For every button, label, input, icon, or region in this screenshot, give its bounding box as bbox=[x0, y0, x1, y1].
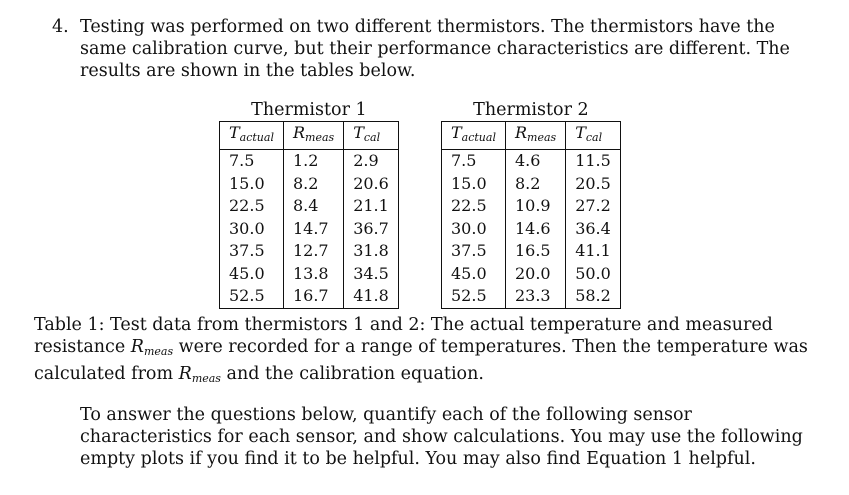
table-cell: 22.5 bbox=[442, 195, 506, 218]
table-cell: 10.9 bbox=[505, 195, 565, 218]
table-row bbox=[442, 195, 621, 218]
problem-statement bbox=[52, 16, 812, 82]
table-cell: 45.0 bbox=[220, 263, 284, 286]
table-cell: 12.7 bbox=[283, 240, 343, 263]
table-cell: 36.7 bbox=[344, 218, 399, 241]
table-cell: 20.0 bbox=[505, 263, 565, 286]
table-cell: 37.5 bbox=[220, 240, 284, 263]
table-cell: 23.3 bbox=[505, 285, 565, 308]
table-row bbox=[442, 285, 621, 308]
instructions-paragraph: To answer the questions below, quantify each of the following sensor characteristics for each sensor, and show calculations. You may use the following empty plots if you find it to be helpful. You may also find Equation 1 helpful. bbox=[80, 405, 803, 469]
table-cell: 45.0 bbox=[442, 263, 506, 286]
table-cell: 31.8 bbox=[344, 240, 399, 263]
table-row bbox=[442, 240, 621, 263]
caption-text: were recorded for a range of temperatures. Then the temperature was calculated from bbox=[34, 337, 808, 384]
table-cell: 34.5 bbox=[344, 263, 399, 286]
table-row bbox=[220, 195, 399, 218]
table-cell: 20.5 bbox=[566, 173, 621, 196]
table-cell: 15.0 bbox=[442, 173, 506, 196]
table-row bbox=[220, 285, 399, 308]
table-header-row bbox=[442, 122, 621, 150]
table-cell: 16.5 bbox=[505, 240, 565, 263]
table-cell: 16.7 bbox=[283, 285, 343, 308]
table-cell: 37.5 bbox=[442, 240, 506, 263]
table-row bbox=[442, 263, 621, 286]
table-cell: 22.5 bbox=[220, 195, 284, 218]
table-cell: 52.5 bbox=[220, 285, 284, 308]
table-cell: 36.4 bbox=[566, 218, 621, 241]
table-cell: 8.4 bbox=[283, 195, 343, 218]
table-cell: 58.2 bbox=[566, 285, 621, 308]
table-title: Thermistor 2 bbox=[473, 100, 589, 120]
table-cell: 7.5 bbox=[442, 150, 506, 173]
column-header: $T_{actual}$ bbox=[220, 122, 284, 150]
thermistor-2-block bbox=[441, 100, 621, 309]
table-cell: 7.5 bbox=[220, 150, 284, 173]
thermistor-1-table bbox=[219, 121, 399, 309]
table-row bbox=[442, 150, 621, 173]
table-cell: 14.7 bbox=[283, 218, 343, 241]
table-cell: 14.6 bbox=[505, 218, 565, 241]
problem-number: 4. bbox=[52, 17, 69, 37]
table-row bbox=[442, 173, 621, 196]
thermistor-2-table bbox=[441, 121, 621, 309]
caption-text: Table 1: Test data from thermistors 1 and 2: The actual temperature and measured resistance bbox=[34, 315, 773, 357]
table-cell: 50.0 bbox=[566, 263, 621, 286]
table-title: Thermistor 1 bbox=[251, 100, 367, 120]
column-header: $T_{cal}$ bbox=[566, 122, 621, 150]
table-cell: 1.2 bbox=[283, 150, 343, 173]
table-row bbox=[220, 240, 399, 263]
table-cell: 20.6 bbox=[344, 173, 399, 196]
table-cell: 2.9 bbox=[344, 150, 399, 173]
table-cell: 15.0 bbox=[220, 173, 284, 196]
tables-area bbox=[0, 100, 849, 305]
table-row bbox=[220, 150, 399, 173]
table-cell: 52.5 bbox=[442, 285, 506, 308]
column-header: $R_{meas}$ bbox=[283, 122, 343, 150]
table-cell: 30.0 bbox=[442, 218, 506, 241]
table-cell: 13.8 bbox=[283, 263, 343, 286]
caption-variable: $R_{meas}$ bbox=[178, 364, 221, 385]
table-cell: 21.1 bbox=[344, 195, 399, 218]
table-cell: 41.1 bbox=[566, 240, 621, 263]
table-row bbox=[220, 218, 399, 241]
thermistor-1-block bbox=[219, 100, 399, 309]
problem-text: Testing was performed on two different thermistors. The thermistors have the same calibration curve, but their performance characteristics are different. The results are shown in the tables below. bbox=[80, 17, 790, 81]
table-row bbox=[220, 263, 399, 286]
table-cell: 4.6 bbox=[505, 150, 565, 173]
table-cell: 27.2 bbox=[566, 195, 621, 218]
column-header: $R_{meas}$ bbox=[505, 122, 565, 150]
table-cell: 30.0 bbox=[220, 218, 284, 241]
table-cell: 8.2 bbox=[505, 173, 565, 196]
table-caption bbox=[34, 314, 809, 390]
caption-text: and the calibration equation. bbox=[220, 364, 484, 384]
table-cell: 11.5 bbox=[566, 150, 621, 173]
table-cell: 8.2 bbox=[283, 173, 343, 196]
table-row bbox=[220, 173, 399, 196]
table-row bbox=[442, 218, 621, 241]
column-header: $T_{actual}$ bbox=[442, 122, 506, 150]
caption-variable: $R_{meas}$ bbox=[130, 337, 174, 358]
table-header-row bbox=[220, 122, 399, 150]
column-header: $T_{cal}$ bbox=[344, 122, 399, 150]
table-cell: 41.8 bbox=[344, 285, 399, 308]
